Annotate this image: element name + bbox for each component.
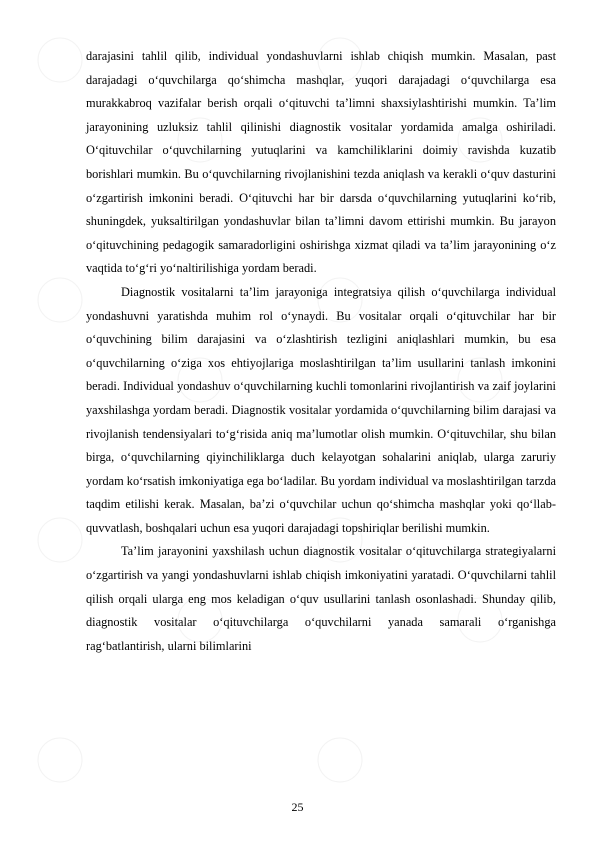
paragraph-1: darajasini tahlil qilib, individual yondashuvlarni ishlab chiqish mumkin. Masalan, past darajadagi o‘quvchilarga qo‘shimcha mashqlar, yuqori darajadagi o‘quvchilarga esa murakkabroq vazifalar berish orqali o‘qituvchi ta’limni shaxsiylashtirishi mumkin. Ta’lim jarayonining uzluksiz tahlil qilinishi diagnostik vositalar yordamida amalga oshiriladi. O‘qituvchilar o‘quvchilarning yutuqlarini va kamchiliklarini doimiy ravishda kuzatib borishlari mumkin. Bu o‘quvchilarning rivojlanishini tezda aniqlash va kerakli o‘quv dasturini o‘zgartirish imkonini beradi. O‘qituvchi har bir darsda o‘quvchilarning yutuqlarini ko‘rib, shuningdek, yuksaltirilgan yondashuvlar bilan ta’limni davom ettirishi mumkin. Bu jarayon o‘qituvchining pedagogik samaradorligini oshirishga xizmat qiladi va ta’lim jarayonining o‘z vaqtida to‘g‘ri yo‘naltirilishiga yordam beradi. xyxy=(86,49,556,276)
paragraph-2: Diagnostik vositalarni ta’lim jarayoniga integratsiya qilish o‘quvchilarga individual yondashuvni yaratishda muhim rol o‘ynaydi. Bu vositalar orqali o‘qituvchilar har bir o‘quvchining bilim darajasini va o‘zlashtirish tezligini aniqlashlari mumkin, bu esa o‘quvchilarning o‘ziga xos ehtiyojlariga moslashtirilgan ta’lim usullarini tanlash imkonini beradi. Individual yondashuv o‘quvchilarning kuchli tomonlarini rivojlantirish va zaif joylarini yaxshilashga yordam beradi. Diagnostik vositalar yordamida o‘quvchilarning bilim darajasi va rivojlanish tendensiyalari to‘g‘risida aniq ma’lumotlar olish mumkin. O‘qituvchilar, shu bilan birga, o‘quvchilarning qiyinchiliklarga duch kelayotgan sohalarini aniqlab, ularga zaruriy yordam ko‘rsatish imkoniyatiga ega bo‘ladilar. Bu yordam individual va moslashtirilgan tarzda taqdim etilishi kerak. Masalan, ba’zi o‘quvchilar uchun qo‘shimcha mashqlar yoki qo‘llab-quvvatlash, boshqalari uchun esa yuqori darajadagi topshiriqlar berilishi mumkin. xyxy=(86,284,556,535)
paragraph-3: Ta’lim jarayonini yaxshilash uchun diagnostik vositalar o‘qituvchilarga strategiyalarni o‘zgartirish va yangi yondashuvlarni ishlab chiqish imkoniyatini yaratadi. O‘quvchilarni tahlil qilish orqali ularga eng mos keladigan o‘quv usullarini tanlash osonlashadi. Shunday qilib, diagnostik vositalar o‘qituvchilarga o‘quvchilarni yanada samarali o‘rganishga rag‘batlantirish, ularni bilimlarini xyxy=(86,544,556,653)
page-number: 25 xyxy=(291,800,304,814)
body-text xyxy=(86,45,556,658)
